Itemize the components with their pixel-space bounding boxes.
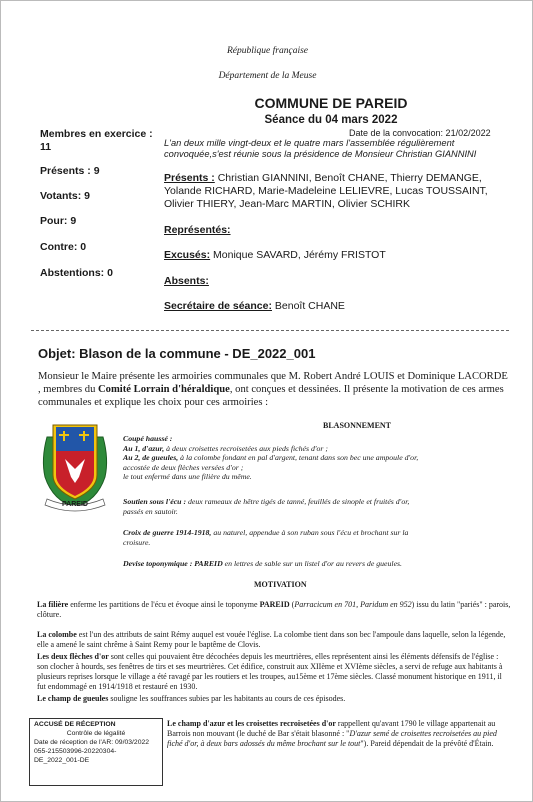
- abstentions-count: Abstentions: 0: [40, 267, 113, 279]
- blazon-line-4: accostée de deux flèches versées d'or ;: [123, 462, 244, 472]
- blazon-heading: BLASONNEMENT: [323, 421, 392, 430]
- absent-label: Absents:: [164, 275, 209, 287]
- intro-text: L'an deux mille vingt-deux et le quatre mars l'assemblée régulièrement convoquée,s'est réunie sous la présidence de Monsieur Christian GIANNINI: [164, 138, 477, 159]
- p1-pareid: PAREID: [259, 600, 290, 609]
- stamp-line-1: ACCUSÉ DE RÉCEPTION: [34, 721, 116, 728]
- motivation-p2: [37, 630, 511, 650]
- p1-text: enferme les partitions de l'écu et évoque ainsi le toponyme: [68, 600, 260, 609]
- blazon-line-2a: Au 1, d'azur,: [123, 443, 165, 453]
- separator: [31, 330, 509, 331]
- members-value: 11: [40, 141, 52, 153]
- motivation-p1: [37, 600, 511, 620]
- absent-row: [164, 275, 209, 287]
- excused-row: [164, 249, 386, 261]
- motivation-p4: [37, 694, 511, 704]
- present-names: Christian GIANNINI, Benoît CHANE, Thierry DEMANGE, Yolande RICHARD, Marie-Madeleine LELIEVRE, Lucas TOUSSAINT, Olivier THIERY, Jean-Marc MARTIN, Olivier SCHIRK: [164, 172, 488, 210]
- support-line-1b: deux rameaux de hêtre tigés de tanné, feuillés de sinople et fruités d'or,: [186, 497, 410, 506]
- object-intro: [38, 370, 508, 409]
- cross-line-2: croisure.: [123, 537, 151, 547]
- p1-text-3: ) issu du latin "pariés" : parois, clôture.: [37, 600, 511, 619]
- blazon-text-1: [123, 434, 513, 482]
- p3-text: sont celles qui pouvaient être décochées depuis les meurtrières, elles représentent ainsi les éléments défensifs de l'église : son clocher à hourds, ses fenêtres de tirs et ses meurtrières. Cet édifice, construit aux XIIème et XVIème siècles, a servi de refuge aux habitants à plusieurs reprises lorsque le village a été ravagé par les routiers et les troupes, au15ème et 17ème siècles. Classé monument historique en 1911, il fut endommagé en 1914/1918 et restauré en 1930.: [37, 652, 503, 691]
- present-label: Présents :: [164, 172, 215, 184]
- commune-title: COMMUNE DE PAREID: [254, 95, 408, 111]
- support-line-2: passés en sautoir.: [123, 506, 178, 516]
- intro-part-b: , ont conçues et dessinées. Il présente la motivation de ces armes communales et explique les choix pour ces armoiries :: [38, 384, 504, 408]
- p3-bold: Les deux flèches d'or: [37, 652, 109, 661]
- blazon-line-1: Coupé haussé :: [123, 434, 173, 443]
- represented-label: Représentés:: [164, 224, 231, 236]
- p1-bold: La filière: [37, 600, 69, 609]
- p1-italic: Parracicum en 701, Paridum en 952: [294, 600, 412, 609]
- legality-stamp: [29, 718, 163, 786]
- excused-names: Monique SAVARD, Jérémy FRISTOT: [213, 249, 386, 261]
- intro-bold: Comité Lorrain d'héraldique: [98, 384, 230, 395]
- blazon-text-2: [123, 497, 513, 516]
- stamp-line-3: Contrôle de légalité: [66, 730, 126, 737]
- motto-word: PAREID: [194, 559, 223, 568]
- secretary-name: Benoît CHANE: [274, 300, 345, 312]
- blazon-line-3b: à la colombe fondant en pal d'argent, tenant dans son bec une ampoule d'or,: [178, 453, 419, 462]
- p4-bold: Le champ de gueules: [37, 694, 109, 703]
- blazon-line-3a: Au 2, de gueules,: [123, 453, 179, 462]
- coat-of-arms-label: PAREID: [62, 501, 88, 508]
- republic-line: République française: [227, 46, 308, 56]
- secretary-row: [164, 300, 345, 312]
- present-list: [164, 172, 514, 211]
- p5-bold: Le champ d'azur et les croisettes recroisetées d'or: [167, 719, 336, 728]
- session-title: Séance du 04 mars 2022: [264, 114, 398, 126]
- p2-bold: La colombe: [37, 630, 77, 639]
- object-title: Objet: Blason de la commune - DE_2022_001: [38, 346, 316, 361]
- cross-line-1a: Croix de guerre 1914-1918,: [123, 528, 212, 537]
- against-count: Contre: 0: [40, 241, 87, 253]
- cross-line-1b: au naturel, appendue à son ruban sous l'écu et brochant sur la: [211, 528, 409, 537]
- blazon-line-5: le tout enfermé dans une filière du même.: [123, 472, 252, 481]
- intro-part-a: Monsieur le Maire présente les armoiries communales que M. Robert André LOUIS et Dominique LACORDE , membres du: [38, 371, 508, 395]
- blazon-text-3: [123, 528, 513, 547]
- motivation-heading: MOTIVATION: [254, 580, 307, 589]
- stamp-line-4: Date de réception de l'AR: 09/03/2022: [34, 739, 150, 746]
- department-line: Département de la Meuse: [218, 71, 317, 81]
- p5-text: rappellent qu'avant 1790 le village appartenait au Barrois non mouvant (le duché de Bar s'était blasonné : ": [167, 719, 496, 738]
- members-label: Membres en exercice :: [40, 128, 153, 140]
- motto-label: Devise toponymique :: [123, 559, 195, 568]
- motivation-p3: [37, 652, 511, 692]
- p4-text: souligne les souffrances subies par les habitants au cours de ces épisodes.: [108, 694, 346, 703]
- excused-label: Excusés:: [164, 249, 211, 261]
- for-count: Pour: 9: [40, 215, 77, 227]
- motto-rest: en lettres de sable sur un listel d'or au revers de gueules.: [222, 559, 403, 568]
- blazon-motto: [123, 559, 513, 569]
- blazon-line-2b: à deux croisettes recroisetées aux pieds fichés d'or ;: [164, 443, 329, 453]
- secretary-label: Secrétaire de séance:: [164, 300, 272, 312]
- p1-text-2: (: [289, 600, 295, 609]
- p5-italic: D'azur semé de croisettes recroisetées au pied fiché d'or, à deux bars adossés du même brochant sur le tout: [167, 729, 497, 748]
- stamp-line-5: 055-215503996-20220304-DE_2022_001-DE: [34, 748, 117, 764]
- p5-text-2: "). Pareid dépendait de la prévôté d'Étain.: [360, 739, 494, 748]
- present-count: Présents : 9: [40, 165, 100, 177]
- p2-text: est l'un des attributs de saint Rémy auquel est vouée l'église. La colombe tient dans son bec l'ampoule dans laquelle, selon la légende, elle a amené le saint chrême à Saint Remy pour le baptême de Clovis.: [37, 630, 506, 649]
- convocation-date: Date de la convocation: 21/02/2022: [349, 128, 491, 138]
- support-line-1a: Soutien sous l'écu :: [123, 497, 187, 506]
- represented-row: [164, 224, 231, 236]
- voters-count: Votants: 9: [40, 190, 90, 202]
